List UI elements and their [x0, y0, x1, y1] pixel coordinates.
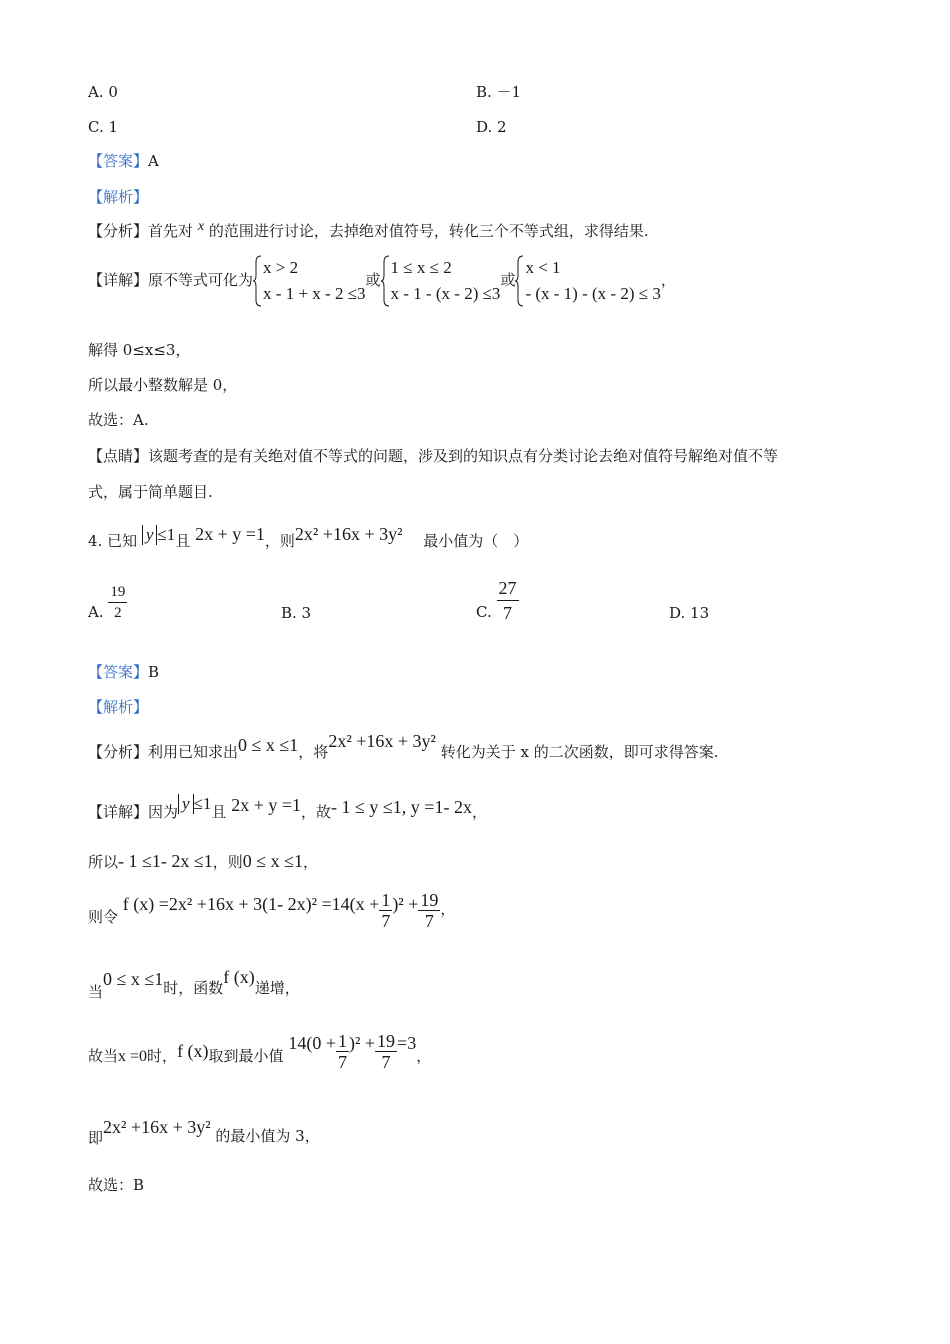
ze-ling: 则令 [88, 908, 119, 926]
q4-option-c-label: C. [476, 602, 492, 621]
dang: 当 [88, 983, 104, 1001]
denominator: 7 [424, 910, 434, 931]
fenxi-tag: 【分析】 [88, 743, 149, 761]
gu-value: 14(0 + [288, 1033, 336, 1053]
q4-option-c [476, 576, 519, 625]
q4-conclusion [88, 1116, 320, 1147]
denominator: 7 [381, 910, 391, 931]
numerator: 1 [338, 1030, 347, 1051]
q3-solve: 解得 0≤x≤3， [88, 341, 191, 359]
fenxi-var: x [197, 219, 205, 234]
detail-pre: 原不等式可化为 [148, 271, 254, 289]
answer-value: A [148, 152, 159, 170]
q4-monotonic [88, 968, 300, 999]
fenxi-post: 转化为关于 x 的二次函数，即可求得答案. [440, 743, 719, 761]
q4-stem [88, 525, 528, 556]
denominator: 7 [381, 1051, 391, 1072]
suoyi-result: 0 ≤ x ≤1 [242, 851, 304, 871]
suoyi-inequality: - 1 ≤1- 2x ≤1 [118, 851, 213, 871]
abs-y: y [178, 794, 194, 814]
fraction-19-7 [375, 1031, 397, 1072]
denominator: 2 [114, 605, 122, 621]
inequality-system-1 [253, 255, 366, 307]
gu-value-mid: )² + [349, 1033, 376, 1053]
answer-value: B [148, 663, 160, 681]
fenxi-mid: ，将 [298, 743, 329, 761]
detail-tag: 【详解】 [88, 803, 149, 821]
dang-f: f (x) [223, 967, 255, 987]
denominator: 7 [338, 1051, 347, 1072]
numerator: 19 [420, 889, 439, 910]
q4-f-definition [88, 885, 455, 932]
q3-answer [88, 151, 159, 171]
q3-option-a: A. 0 [88, 83, 118, 101]
q4-condition: 2x + y =1 [195, 524, 265, 544]
q3-choose: 故选：A. [88, 411, 149, 429]
fenxi-range: 0 ≤ x ≤1 [238, 735, 299, 755]
fraction-27-7 [497, 576, 519, 625]
system-2-row-1: 1 ≤ x ≤ 2 [390, 258, 452, 277]
ji-post: 的最小值为 3， [215, 1127, 320, 1145]
fenxi-pre: 利用已知求出 [148, 743, 239, 761]
fraction-1-7 [336, 1031, 349, 1072]
gu-mid: 时， [147, 1047, 178, 1065]
f-definition-mid: )² + [392, 894, 419, 914]
numerator: 27 [497, 576, 519, 601]
q4-option-a [88, 582, 127, 623]
fenxi-tag: 【分析】 [88, 222, 149, 240]
abs-y: y [142, 525, 158, 545]
q4-min-value [88, 1026, 431, 1074]
system-1-row-1: x > 2 [263, 258, 299, 277]
q4-stem-pre: 4. 已知 [88, 532, 138, 550]
fenxi-pre: 首先对 [148, 222, 194, 240]
q4-expression: 2x² +16x + 3y² [294, 524, 403, 544]
q3-option-b: B. －1 [476, 83, 522, 101]
denominator: 7 [503, 603, 512, 623]
gu-pre: 故当 [88, 1047, 119, 1065]
q3-analysis-tag: 【解析】 [88, 188, 149, 206]
dang-post: 递增， [254, 979, 300, 997]
f-definition-end: ， [440, 900, 456, 918]
q4-fenxi [88, 731, 719, 767]
inequality-system-3 [515, 255, 660, 307]
gu-f: f (x) [177, 1041, 209, 1061]
numerator: 1 [381, 889, 391, 910]
q4-analysis-tag: 【解析】 [88, 698, 149, 716]
q4-stem-post: 最小值为（ ） [423, 532, 529, 550]
q3-option-c: C. 1 [88, 118, 119, 136]
dang-mid: 时，函数 [163, 979, 224, 997]
answer-tag: 【答案】 [88, 152, 149, 170]
suoyi-end: ， [303, 853, 319, 871]
detail-pre: 因为 [148, 803, 179, 821]
ji: 即 [88, 1129, 104, 1147]
gu-mid2: 取到最小值 [208, 1047, 284, 1065]
fenxi-expression: 2x² +16x + 3y² [328, 731, 436, 751]
fraction-19-2 [108, 582, 127, 623]
q3-fenxi [88, 221, 649, 243]
q3-dianjing-line-2: 式，属于简单题目. [88, 483, 213, 501]
q4-answer [88, 662, 159, 682]
q4-choose: 故选：B [88, 1176, 145, 1194]
inequality-system-2 [381, 255, 501, 307]
q3-detail [88, 252, 676, 308]
le-1: ≤1 [193, 794, 212, 813]
dang-range: 0 ≤ x ≤1 [103, 969, 164, 989]
detail-result: - 1 ≤ y ≤1, y =1- 2x [331, 797, 472, 817]
q4-option-a-label: A. [88, 602, 104, 621]
q3-option-d: D. 2 [476, 118, 507, 136]
fraction-1-7 [379, 890, 392, 931]
ji-expression: 2x² +16x + 3y² [103, 1117, 211, 1137]
detail-end: ， [471, 803, 487, 821]
f-definition: f (x) =2x² +16x + 3(1- 2x)² =14(x + [122, 894, 380, 914]
gu-value-end: =3 [397, 1033, 417, 1053]
q4-then: ，则 [264, 532, 295, 550]
q3-min-int: 所以最小整数解是 0， [88, 376, 238, 394]
q4-detail [88, 796, 487, 827]
dianjing-tag: 【点睛】 [88, 447, 149, 465]
q4-option-d: D. 13 [669, 604, 710, 622]
fenxi-post: 的范围进行讨论，去掉绝对值符号，转化三个不等式组，求得结果. [208, 222, 649, 240]
suoyi-mid: ，则 [212, 853, 243, 871]
system-3-row-2: - (x - 1) - (x - 2) ≤ 3 [525, 284, 661, 303]
q4-option-b: B. 3 [281, 604, 312, 622]
detail-end: ， [660, 271, 676, 289]
system-3-row-1: x < 1 [525, 258, 561, 277]
or-1: 或 [365, 271, 381, 289]
detail-and: 且 [211, 803, 227, 821]
le-1: ≤1 [157, 525, 176, 544]
system-2-row-2: x - 1 - (x - 2) ≤3 [390, 284, 501, 303]
detail-condition: 2x + y =1 [231, 795, 302, 815]
numerator: 19 [377, 1030, 396, 1051]
detail-tag: 【详解】 [88, 271, 149, 289]
gu-x0: x =0 [118, 1048, 148, 1065]
suoyi-pre: 所以 [88, 853, 119, 871]
gu-end: ， [416, 1047, 432, 1065]
q4-and: 且 [175, 532, 191, 550]
dianjing-line-1: 该题考查的是有关绝对值不等式的问题，涉及到的知识点有分类讨论去绝对值符号解绝对值不等 [148, 447, 779, 465]
numerator: 19 [108, 582, 127, 603]
q3-dianjing [88, 446, 778, 466]
detail-gu: ，故 [301, 803, 332, 821]
answer-tag: 【答案】 [88, 663, 149, 681]
fraction-19-7 [418, 890, 440, 931]
or-2: 或 [500, 271, 516, 289]
q4-suoyi [88, 848, 318, 875]
system-1-row-2: x - 1 + x - 2 ≤3 [263, 284, 366, 303]
